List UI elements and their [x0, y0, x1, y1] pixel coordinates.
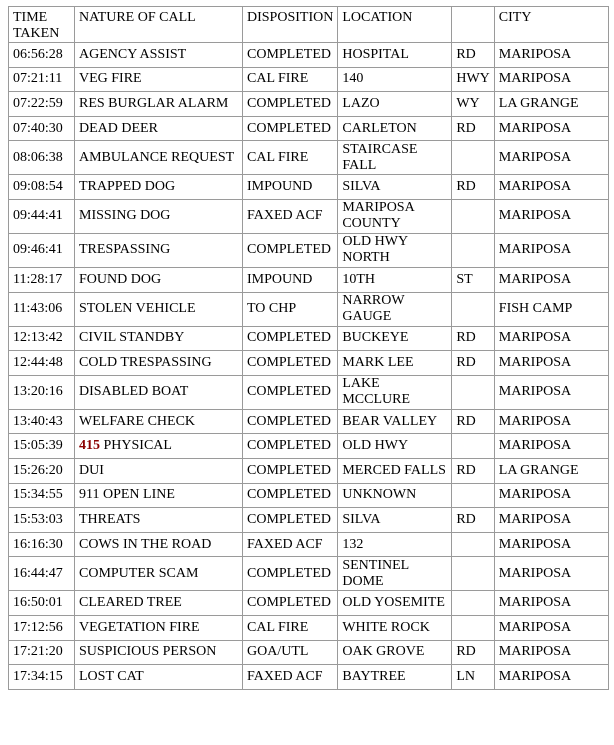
cell-suffix	[452, 591, 494, 616]
cell-location: MARIPOSA COUNTY	[338, 199, 452, 233]
table-row	[9, 640, 609, 665]
cell-city: MARIPOSA	[494, 615, 608, 640]
cell-time: 12:13:42	[9, 326, 75, 351]
cell-disposition: COMPLETED	[243, 557, 338, 591]
cell-location: NARROW GAUGE	[338, 292, 452, 326]
cell-city: MARIPOSA	[494, 591, 608, 616]
table-row	[9, 458, 609, 483]
cell-nature: VEGETATION FIRE	[75, 615, 243, 640]
cell-suffix	[452, 434, 494, 459]
cell-city: MARIPOSA	[494, 326, 608, 351]
table-row	[9, 351, 609, 376]
cell-time: 16:44:47	[9, 557, 75, 591]
cell-nature: VEG FIRE	[75, 67, 243, 92]
cell-location: OLD YOSEMITE	[338, 591, 452, 616]
cell-city: MARIPOSA	[494, 175, 608, 200]
nature-code: 415	[79, 438, 100, 454]
cell-city: LA GRANGE	[494, 458, 608, 483]
cell-nature: DEAD DEER	[75, 116, 243, 141]
cell-city: MARIPOSA	[494, 43, 608, 68]
cell-city: MARIPOSA	[494, 233, 608, 267]
cell-disposition: FAXED ACF	[243, 665, 338, 690]
cell-suffix	[452, 292, 494, 326]
table-row	[9, 141, 609, 175]
cell-nature: RES BURGLAR ALARM	[75, 92, 243, 117]
cell-location: LAKE MCCLURE	[338, 375, 452, 409]
cell-city: MARIPOSA	[494, 199, 608, 233]
cell-location: SENTINEL DOME	[338, 557, 452, 591]
table-row	[9, 199, 609, 233]
cell-disposition: FAXED ACF	[243, 199, 338, 233]
header-row	[9, 7, 609, 43]
call-log-table	[8, 6, 609, 690]
cell-city: MARIPOSA	[494, 483, 608, 508]
cell-location: SILVA	[338, 175, 452, 200]
cell-nature: DUI	[75, 458, 243, 483]
call-log-container	[8, 6, 609, 690]
cell-time: 13:40:43	[9, 409, 75, 434]
cell-disposition: TO CHP	[243, 292, 338, 326]
cell-suffix	[452, 615, 494, 640]
cell-suffix: RD	[452, 43, 494, 68]
cell-disposition: CAL FIRE	[243, 615, 338, 640]
table-row	[9, 532, 609, 557]
cell-suffix: ST	[452, 267, 494, 292]
cell-suffix: RD	[452, 458, 494, 483]
cell-nature: FOUND DOG	[75, 267, 243, 292]
cell-disposition: CAL FIRE	[243, 67, 338, 92]
table-row	[9, 92, 609, 117]
cell-location: MERCED FALLS	[338, 458, 452, 483]
cell-city: MARIPOSA	[494, 116, 608, 141]
cell-time: 07:40:30	[9, 116, 75, 141]
table-row	[9, 326, 609, 351]
table-row	[9, 292, 609, 326]
cell-time: 09:44:41	[9, 199, 75, 233]
cell-time: 09:46:41	[9, 233, 75, 267]
cell-city: MARIPOSA	[494, 640, 608, 665]
cell-disposition: COMPLETED	[243, 116, 338, 141]
cell-suffix	[452, 199, 494, 233]
cell-location: STAIRCASE FALL	[338, 141, 452, 175]
cell-nature: COWS IN THE ROAD	[75, 532, 243, 557]
cell-disposition: COMPLETED	[243, 458, 338, 483]
cell-location: BEAR VALLEY	[338, 409, 452, 434]
cell-nature: THREATS	[75, 508, 243, 533]
cell-suffix: RD	[452, 351, 494, 376]
cell-time: 15:26:20	[9, 458, 75, 483]
cell-disposition: COMPLETED	[243, 43, 338, 68]
cell-city: MARIPOSA	[494, 665, 608, 690]
cell-time: 15:34:55	[9, 483, 75, 508]
cell-nature	[75, 434, 243, 459]
cell-disposition: FAXED ACF	[243, 532, 338, 557]
table-row	[9, 557, 609, 591]
cell-suffix: RD	[452, 175, 494, 200]
cell-location: UNKNOWN	[338, 483, 452, 508]
cell-location: LAZO	[338, 92, 452, 117]
cell-disposition: CAL FIRE	[243, 141, 338, 175]
cell-suffix: RD	[452, 326, 494, 351]
table-row	[9, 483, 609, 508]
header-nature: NATURE OF CALL	[75, 7, 243, 43]
cell-nature: MISSING DOG	[75, 199, 243, 233]
cell-time: 16:50:01	[9, 591, 75, 616]
cell-time: 07:22:59	[9, 92, 75, 117]
cell-city: MARIPOSA	[494, 67, 608, 92]
cell-location: MARK LEE	[338, 351, 452, 376]
cell-suffix	[452, 557, 494, 591]
cell-suffix	[452, 483, 494, 508]
cell-location: HOSPITAL	[338, 43, 452, 68]
cell-disposition: COMPLETED	[243, 233, 338, 267]
cell-time: 13:20:16	[9, 375, 75, 409]
call-log-body	[9, 43, 609, 690]
cell-suffix: RD	[452, 409, 494, 434]
cell-city: MARIPOSA	[494, 557, 608, 591]
cell-location: SILVA	[338, 508, 452, 533]
cell-city: MARIPOSA	[494, 434, 608, 459]
cell-city: MARIPOSA	[494, 351, 608, 376]
cell-nature: CIVIL STANDBY	[75, 326, 243, 351]
table-row	[9, 43, 609, 68]
cell-nature: AGENCY ASSIST	[75, 43, 243, 68]
cell-disposition: COMPLETED	[243, 434, 338, 459]
header-suffix	[452, 7, 494, 43]
cell-time: 06:56:28	[9, 43, 75, 68]
cell-disposition: COMPLETED	[243, 409, 338, 434]
table-row	[9, 67, 609, 92]
cell-time: 11:43:06	[9, 292, 75, 326]
cell-disposition: COMPLETED	[243, 591, 338, 616]
cell-location: OLD HWY NORTH	[338, 233, 452, 267]
cell-location: WHITE ROCK	[338, 615, 452, 640]
cell-disposition: COMPLETED	[243, 375, 338, 409]
cell-location: OAK GROVE	[338, 640, 452, 665]
header-location: LOCATION	[338, 7, 452, 43]
cell-nature: TRAPPED DOG	[75, 175, 243, 200]
cell-disposition: COMPLETED	[243, 483, 338, 508]
cell-location: 140	[338, 67, 452, 92]
cell-city: MARIPOSA	[494, 267, 608, 292]
cell-nature: AMBULANCE REQUEST	[75, 141, 243, 175]
cell-nature: LOST CAT	[75, 665, 243, 690]
cell-nature: SUSPICIOUS PERSON	[75, 640, 243, 665]
cell-location: BUCKEYE	[338, 326, 452, 351]
cell-disposition: IMPOUND	[243, 267, 338, 292]
cell-location: CARLETON	[338, 116, 452, 141]
table-row	[9, 175, 609, 200]
cell-nature: 911 OPEN LINE	[75, 483, 243, 508]
cell-suffix	[452, 532, 494, 557]
cell-nature: STOLEN VEHICLE	[75, 292, 243, 326]
table-row	[9, 665, 609, 690]
cell-city: LA GRANGE	[494, 92, 608, 117]
cell-time: 07:21:11	[9, 67, 75, 92]
cell-disposition: IMPOUND	[243, 175, 338, 200]
cell-disposition: COMPLETED	[243, 351, 338, 376]
cell-disposition: COMPLETED	[243, 326, 338, 351]
cell-suffix: LN	[452, 665, 494, 690]
cell-suffix: RD	[452, 640, 494, 665]
cell-disposition: COMPLETED	[243, 92, 338, 117]
cell-city: MARIPOSA	[494, 375, 608, 409]
cell-city: FISH CAMP	[494, 292, 608, 326]
cell-time: 15:05:39	[9, 434, 75, 459]
nature-text: PHYSICAL	[100, 438, 172, 454]
header-disposition: DISPOSITION	[243, 7, 338, 43]
cell-suffix: HWY	[452, 67, 494, 92]
cell-time: 16:16:30	[9, 532, 75, 557]
cell-nature: DISABLED BOAT	[75, 375, 243, 409]
table-row	[9, 434, 609, 459]
cell-disposition: COMPLETED	[243, 508, 338, 533]
cell-time: 11:28:17	[9, 267, 75, 292]
cell-location: BAYTREE	[338, 665, 452, 690]
table-row	[9, 233, 609, 267]
cell-city: MARIPOSA	[494, 141, 608, 175]
cell-time: 17:12:56	[9, 615, 75, 640]
cell-location: 132	[338, 532, 452, 557]
table-row	[9, 375, 609, 409]
cell-nature: CLEARED TREE	[75, 591, 243, 616]
cell-suffix: WY	[452, 92, 494, 117]
cell-suffix: RD	[452, 508, 494, 533]
cell-suffix: RD	[452, 116, 494, 141]
table-row	[9, 508, 609, 533]
cell-time: 17:21:20	[9, 640, 75, 665]
cell-suffix	[452, 375, 494, 409]
table-row	[9, 116, 609, 141]
cell-time: 09:08:54	[9, 175, 75, 200]
table-row	[9, 591, 609, 616]
cell-time: 17:34:15	[9, 665, 75, 690]
cell-nature: COMPUTER SCAM	[75, 557, 243, 591]
table-row	[9, 267, 609, 292]
cell-time: 12:44:48	[9, 351, 75, 376]
cell-location: 10TH	[338, 267, 452, 292]
table-row	[9, 615, 609, 640]
cell-location: OLD HWY	[338, 434, 452, 459]
cell-time: 15:53:03	[9, 508, 75, 533]
cell-nature: COLD TRESPASSING	[75, 351, 243, 376]
cell-city: MARIPOSA	[494, 532, 608, 557]
cell-nature: TRESPASSING	[75, 233, 243, 267]
table-row	[9, 409, 609, 434]
cell-city: MARIPOSA	[494, 508, 608, 533]
cell-suffix	[452, 233, 494, 267]
cell-nature: WELFARE CHECK	[75, 409, 243, 434]
cell-time: 08:06:38	[9, 141, 75, 175]
cell-suffix	[452, 141, 494, 175]
header-time: TIME TAKEN	[9, 7, 75, 43]
header-city: CITY	[494, 7, 608, 43]
cell-disposition: GOA/UTL	[243, 640, 338, 665]
cell-city: MARIPOSA	[494, 409, 608, 434]
